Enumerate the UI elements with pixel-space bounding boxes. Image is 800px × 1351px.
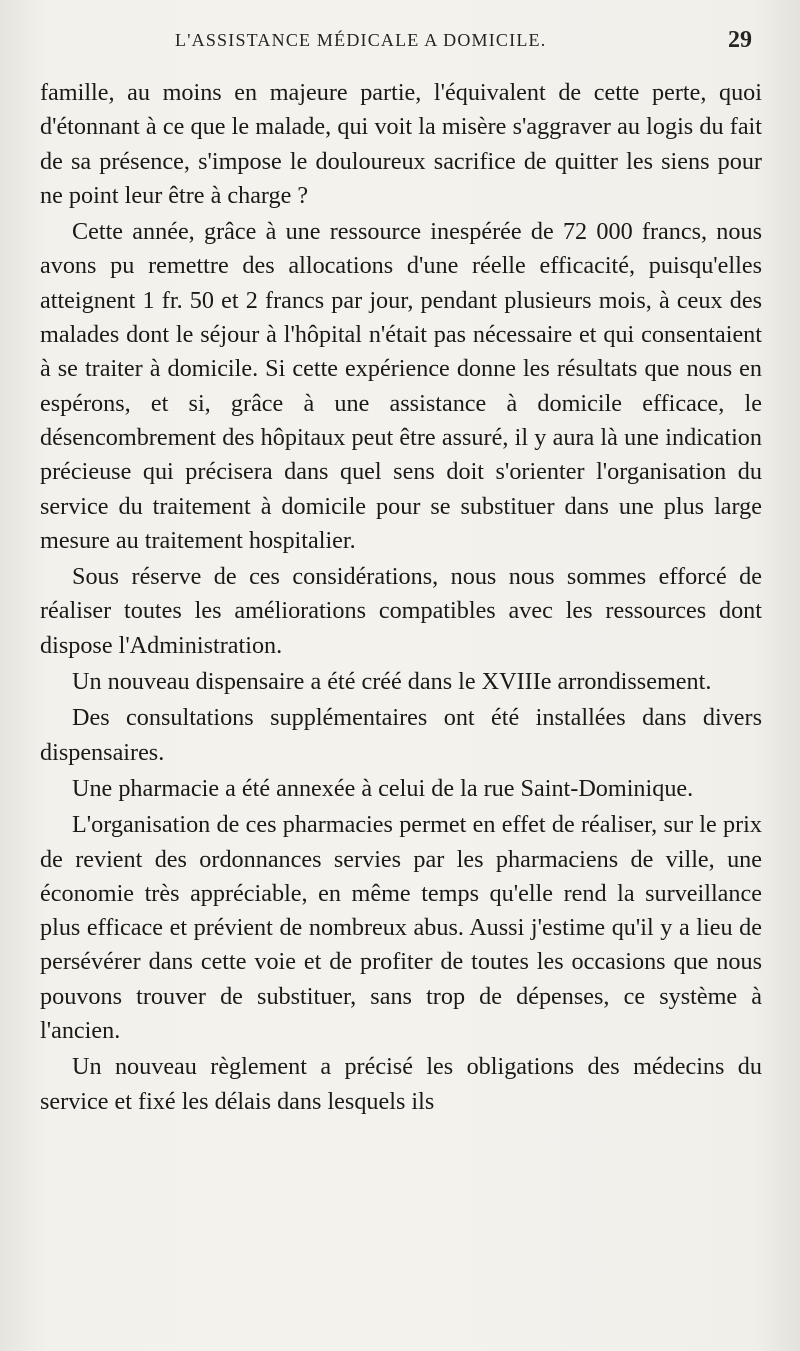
paragraph-organisation: L'organisation de ces pharmacies permet en effet de réaliser, sur le prix de revient des ordonnances servies par les pharmaciens de ville, une économie très appréciable, en même temps qu'elle rend la surveillance plus efficace et prévient de nombreux abus. Aussi j'estime qu'il y a lieu de persévérer dans cette voie et de profiter de toutes les occasions que nous pouvons trouver de substituer, sans trop de dépenses, ce système à l'ancien. [40,811,762,1045]
paragraph-reglement: Un nouveau règlement a précisé les obligations des médecins du service et fixé les délais dans lesquels ils [40,1053,762,1115]
running-title: L'ASSISTANCE MÉDICALE A DOMICILE. [175,30,547,50]
paragraph-continuation: famille, au moins en majeure partie, l'équivalent de cette perte, quoi d'étonnant à ce que le malade, qui voit la misère s'aggraver au logis du fait de sa présence, s'impose le douloureux sacrifice de quitter les siens pour ne point leur être à charge ? [40,79,762,209]
page-header [40,27,760,64]
body-text [40,76,762,1121]
paragraph-pharmacie: Une pharmacie a été annexée à celui de la rue Saint-Dominique. [72,774,694,802]
paragraph-consultations: Des consultations supplémentaires ont été installées dans divers dispensaires. [40,704,762,766]
paragraph-dispensaire: Un nouveau dispensaire a été créé dans le XVIIIe arrondissement. [72,668,712,696]
paragraph-considerations: Sous réserve de ces considérations, nous nous sommes efforcé de réaliser toutes les améliorations compatibles avec les ressources dont dispose l'Administration. [40,563,762,659]
page-number: 29 [728,27,752,53]
paragraph-allocations: Cette année, grâce à une ressource inespérée de 72 000 francs, nous avons pu remettre des allocations d'une réelle efficacité, puisqu'elles atteignent 1 fr. 50 et 2 francs par jour, pendant plusieurs mois, à ceux des malades dont le séjour à l'hôpital n'était pas nécessaire et qui consentaient à se traiter à domicile. Si cette expérience donne les résultats que nous en espérons, et si, grâce à une assistance à domicile efficace, le désencombrement des hôpitaux peut être assuré, il y aura là une indication précieuse qui précisera dans quel sens doit s'orienter l'organisation du service du traitement à domicile pour se substituer dans une plus large mesure au traitement hospitalier. [40,218,762,554]
